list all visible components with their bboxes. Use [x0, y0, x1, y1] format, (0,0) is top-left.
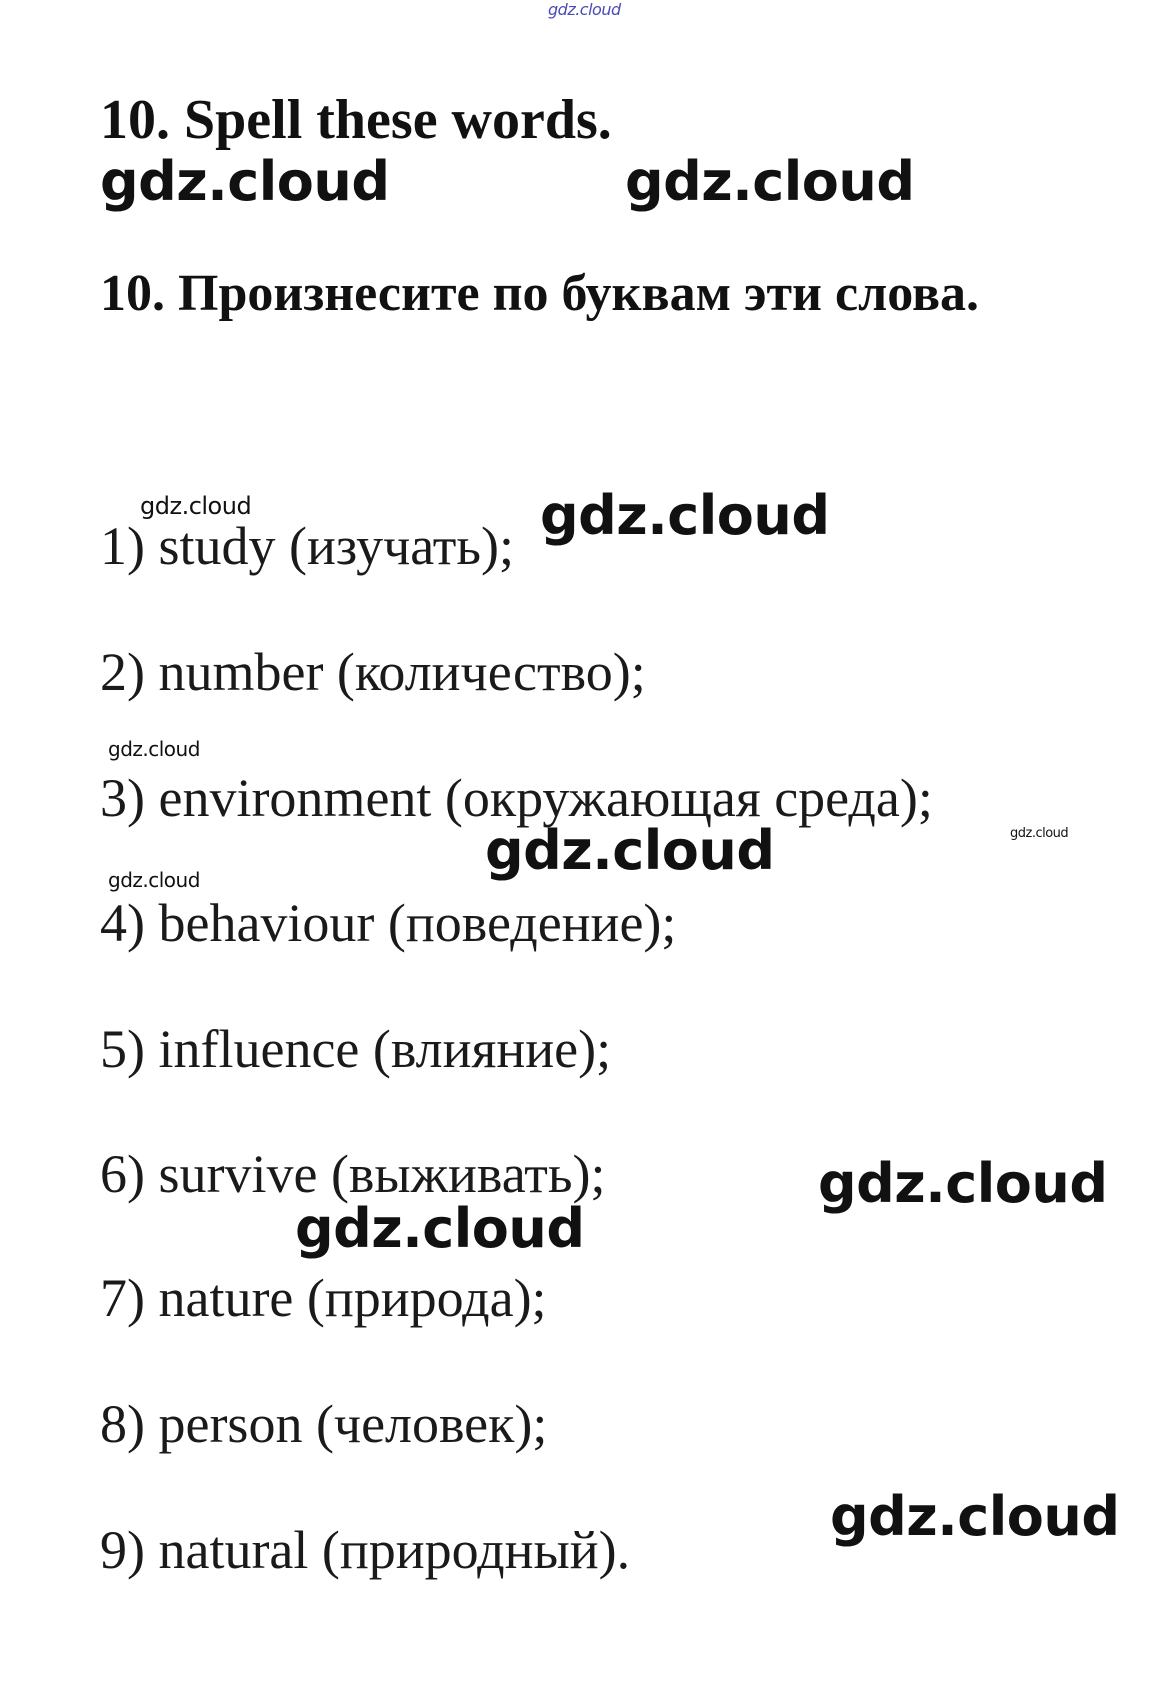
word-item-6: 6) survive (выживать); [100, 1144, 606, 1204]
watermark: gdz.cloud [625, 150, 915, 213]
word-item-7: 7) nature (природа); [100, 1268, 547, 1328]
heading-english: 10. Spell these words. [100, 89, 612, 151]
watermark: gdz.cloud [540, 484, 830, 547]
word-item-1: 1) study (изучать); [100, 516, 515, 576]
watermark: gdz.cloud [108, 737, 200, 761]
watermark: gdz.cloud [485, 819, 775, 882]
watermark: gdz.cloud [108, 868, 200, 892]
watermark: gdz.cloud [295, 1197, 585, 1260]
watermark: gdz.cloud [140, 492, 252, 520]
word-item-5: 5) influence (влияние); [100, 1019, 612, 1079]
watermark: gdz.cloud [830, 1485, 1120, 1548]
word-item-8: 8) person (человек); [100, 1394, 548, 1454]
word-item-4: 4) behaviour (поведение); [100, 893, 677, 953]
word-item-9: 9) natural (природный). [100, 1520, 631, 1580]
word-item-3: 3) environment (окружающая среда); [100, 768, 933, 828]
watermark-top: gdz.cloud [548, 0, 621, 19]
watermark: gdz.cloud [100, 150, 390, 213]
heading-russian: 10. Произнесите по буквам эти слова. [100, 265, 980, 322]
watermark: gdz.cloud [818, 1152, 1108, 1215]
word-item-2: 2) number (количество); [100, 642, 646, 702]
watermark: gdz.cloud [1010, 826, 1069, 841]
